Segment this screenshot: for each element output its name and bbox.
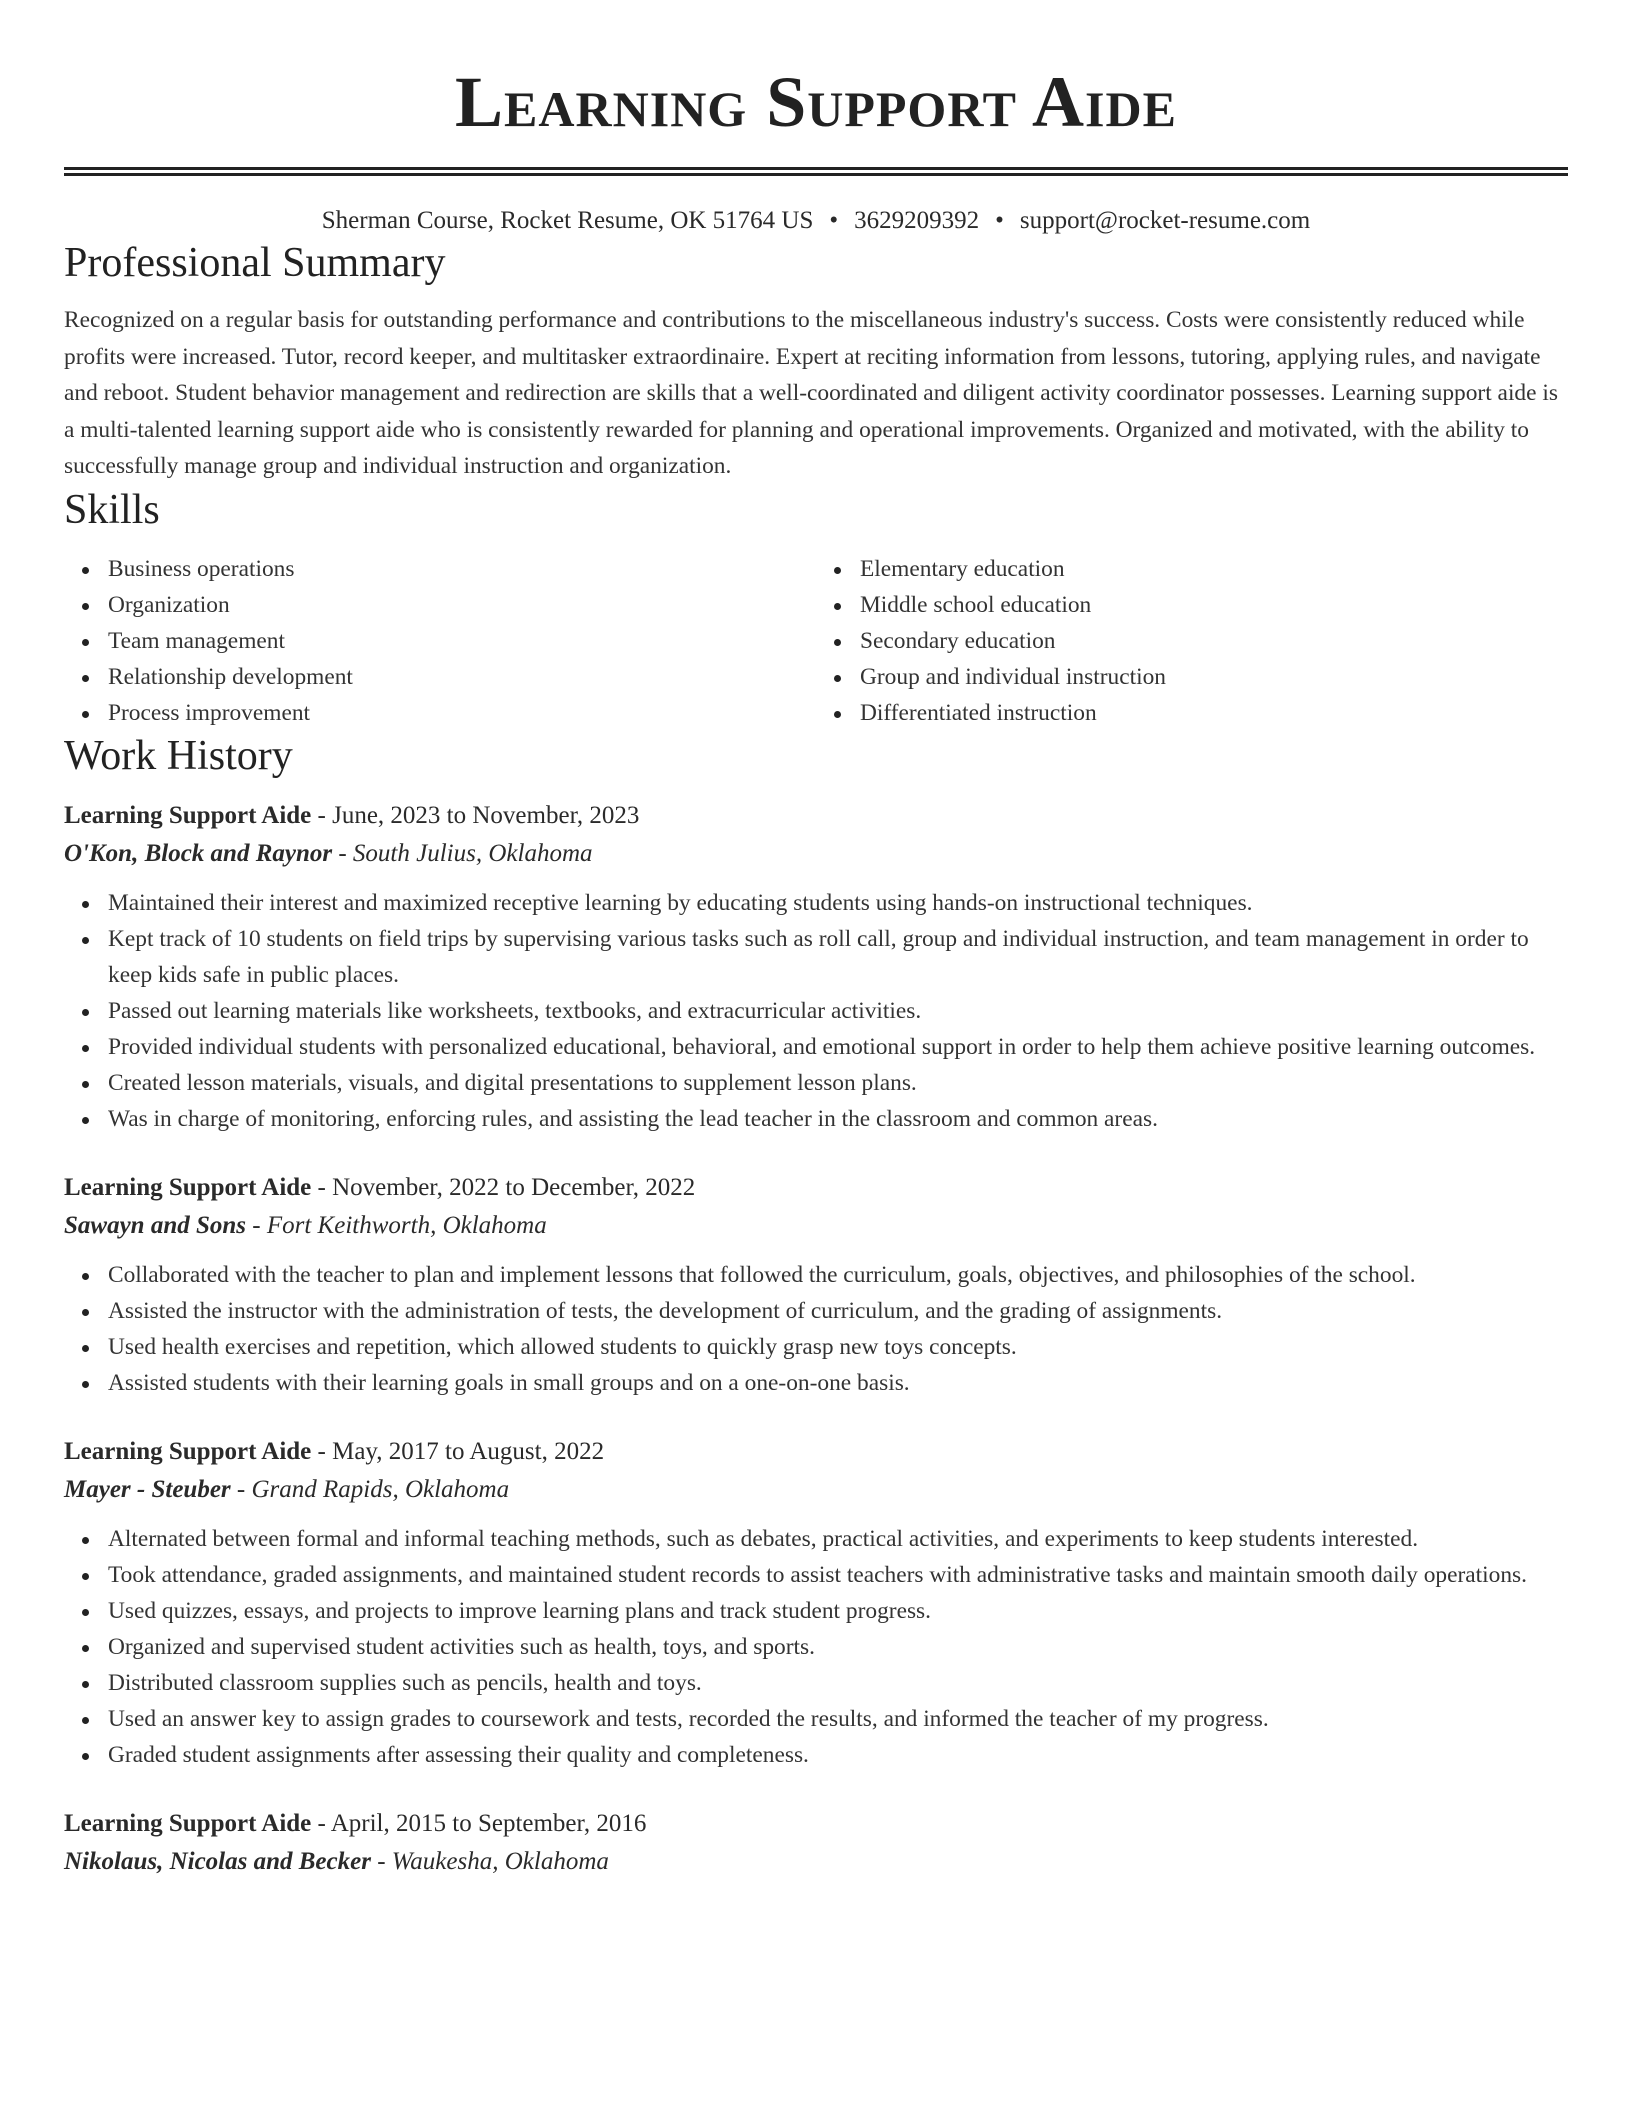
skill-item: Organization <box>108 587 816 623</box>
job-duty: Graded student assignments after assessing their quality and completeness. <box>108 1737 1568 1773</box>
job-duty: Organized and supervised student activities such as health, toys, and sports. <box>108 1629 1568 1665</box>
job-role: Learning Support Aide <box>64 1809 312 1837</box>
job-duty: Took attendance, graded assignments, and maintained student records to assist teachers with administrative tasks and maintain smooth daily operations. <box>108 1557 1568 1593</box>
job-header <box>64 1805 1568 1843</box>
skill-item: Group and individual instruction <box>860 659 1568 695</box>
job-entry <box>64 1805 1568 1881</box>
skill-item: Team management <box>108 623 816 659</box>
skills-list-left <box>64 551 816 731</box>
job-duty: Used an answer key to assign grades to coursework and tests, recorded the results, and informed the teacher of my progress. <box>108 1701 1568 1737</box>
job-duties-list <box>64 885 1568 1137</box>
job-dates: - June, 2023 to November, 2023 <box>311 801 640 829</box>
skill-item: Elementary education <box>860 551 1568 587</box>
job-employer-line <box>64 835 1568 873</box>
job-duty: Used quizzes, essays, and projects to improve learning plans and track student progress. <box>108 1593 1568 1629</box>
job-duties-list <box>64 1521 1568 1773</box>
resume-title: Learning Support Aide <box>455 62 1177 142</box>
job-duties-list <box>64 1257 1568 1401</box>
summary-heading: Professional Summary <box>64 240 446 286</box>
job-duty: Created lesson materials, visuals, and digital presentations to supplement lesson plans. <box>108 1065 1568 1101</box>
skill-item: Secondary education <box>860 623 1568 659</box>
job-dates: - May, 2017 to August, 2022 <box>311 1437 605 1465</box>
job-header <box>64 797 1568 835</box>
skill-item: Process improvement <box>108 695 816 731</box>
job-dates: - November, 2022 to December, 2022 <box>311 1173 696 1201</box>
contact-phone: 3629209392 <box>854 207 980 234</box>
job-duty: Assisted the instructor with the administration of tests, the development of curriculum, and the grading of assignments. <box>108 1293 1568 1329</box>
job-duty: Was in charge of monitoring, enforcing rules, and assisting the lead teacher in the classroom and common areas. <box>108 1101 1568 1137</box>
job-entry <box>64 1169 1568 1401</box>
skill-item: Differentiated instruction <box>860 695 1568 731</box>
skills-heading: Skills <box>64 486 160 533</box>
job-duty: Alternated between formal and informal teaching methods, such as debates, practical activities, and experiments to keep students interested. <box>108 1521 1568 1557</box>
job-location: - Fort Keithworth, Oklahoma <box>246 1211 547 1239</box>
job-location: - South Julius, Oklahoma <box>332 839 593 867</box>
job-duty: Provided individual students with personalized educational, behavioral, and emotional support in order to help them achieve positive learning outcomes. <box>108 1029 1568 1065</box>
job-employer-line <box>64 1207 1568 1245</box>
job-duty: Assisted students with their learning goals in small groups and on a one-on-one basis. <box>108 1365 1568 1401</box>
skill-item: Relationship development <box>108 659 816 695</box>
job-role: Learning Support Aide <box>64 801 312 829</box>
skill-item: Business operations <box>108 551 816 587</box>
work-history-heading: Work History <box>64 732 293 779</box>
skills-columns <box>64 551 1568 731</box>
job-role: Learning Support Aide <box>64 1173 312 1201</box>
job-entry <box>64 797 1568 1137</box>
job-duty: Collaborated with the teacher to plan and implement lessons that followed the curriculum, goals, objectives, and philosophies of the school. <box>108 1257 1568 1293</box>
job-duty: Distributed classroom supplies such as pencils, health and toys. <box>108 1665 1568 1701</box>
job-company: Nikolaus, Nicolas and Becker <box>64 1847 371 1875</box>
job-employer-line <box>64 1843 1568 1881</box>
job-location: - Waukesha, Oklahoma <box>370 1847 609 1875</box>
job-company: O'Kon, Block and Raynor <box>64 839 333 867</box>
skills-list-right <box>816 551 1568 731</box>
job-dates: - April, 2015 to September, 2016 <box>311 1809 647 1837</box>
job-role: Learning Support Aide <box>64 1437 312 1465</box>
job-duty: Passed out learning materials like worksheets, textbooks, and extracurricular activities. <box>108 993 1568 1029</box>
job-duty: Used health exercises and repetition, which allowed students to quickly grasp new toys concepts. <box>108 1329 1568 1365</box>
contact-email[interactable]: support@rocket-resume.com <box>1019 207 1311 234</box>
job-header <box>64 1169 1568 1207</box>
skill-item: Middle school education <box>860 587 1568 623</box>
job-duty: Maintained their interest and maximized receptive learning by educating students using hands-on instructional techniques. <box>108 885 1568 921</box>
job-header <box>64 1433 1568 1471</box>
contact-line <box>64 204 1568 238</box>
job-duty: Kept track of 10 students on field trips by supervising various tasks such as roll call, group and individual instruction, and team management in order to keep kids safe in public places. <box>108 921 1568 993</box>
contact-address: Sherman Course, Rocket Resume, OK 51764 US <box>321 207 814 234</box>
job-entry <box>64 1433 1568 1773</box>
summary-text: Recognized on a regular basis for outstanding performance and contributions to the miscellaneous industry's success. Costs were consistently reduced while profits were increased. Tutor, record keeper, and multitasker extraordinaire. Expert at reciting information from lessons, tutoring, applying rules, and navigate and reboot. Student behavior management and redirection are skills that a well-coordinated and diligent activity coordinator possesses. Learning support aide is a multi-talented learning support aide who is consistently rewarded for planning and operational improvements. Organized and motivated, with the ability to successfully manage group and individual instruction and organization. <box>64 307 1558 479</box>
contact-separator: • <box>829 207 839 234</box>
job-company: Sawayn and Sons <box>64 1211 247 1239</box>
contact-separator: • <box>995 207 1004 234</box>
job-employer-line <box>64 1471 1568 1509</box>
job-location: - Grand Rapids, Oklahoma <box>230 1475 510 1503</box>
job-company: Mayer - Steuber <box>64 1475 231 1503</box>
title-divider <box>64 167 1568 176</box>
